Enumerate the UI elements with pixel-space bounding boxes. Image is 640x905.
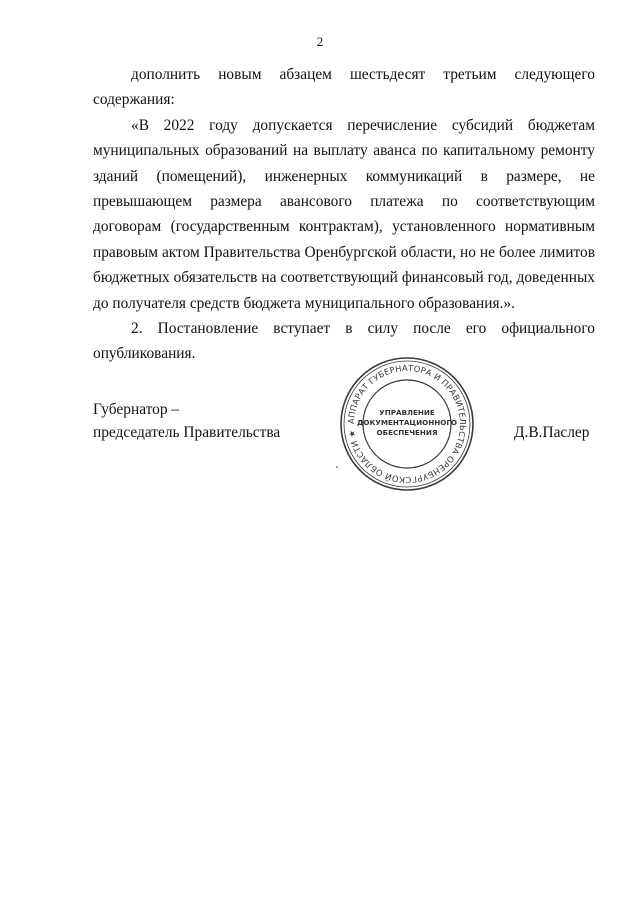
- paragraph-effective-date: 2. Постановление вступает в силу после его официального опубликования.: [93, 320, 595, 363]
- stamp-center-line-1: УПРАВЛЕНИЕ: [379, 408, 435, 417]
- stamp-center-line-3: ОБЕСПЕЧЕНИЯ: [376, 428, 438, 437]
- document-body: [93, 62, 595, 367]
- paragraph-intro: дополнить новым абзацем шестьдесят третьим следующего содержания:: [93, 66, 595, 109]
- signature-position-line-1: Губернатор –: [93, 401, 180, 418]
- paragraph-quoted-amendment: «В 2022 году допускается перечисление субсидий бюджетам муниципальных образований на выплату аванса по капитальному ремонту зданий (помещений), инженерных коммуникаций в размере, не превышающем размера авансового платежа по соответствующим договорам (государственным контрактам), установленного нормативным правовым актом Правительства Оренбургской области, но не более лимитов бюджетных обязательств на соответствующий финансовый год, доведенных до получателя средств бюджета муниципального образования.».: [93, 116, 595, 312]
- signature-position: [93, 398, 280, 444]
- signature-position-line-2: председатель Правительства: [93, 424, 281, 441]
- signer-name: Д.В.Паслер: [514, 424, 590, 441]
- page-number: 2: [316, 34, 324, 49]
- official-stamp: [338, 355, 476, 493]
- stamp-center-line-2: ДОКУМЕНТАЦИОННОГО: [356, 418, 458, 427]
- stamp-graphic: [338, 355, 476, 493]
- stamp-ring-text: АППАРАТ ГУБЕРНАТОРА И ПРАВИТЕЛЬСТВА ОРЕНБУРГСКОЙ ОБЛАСТИ ★: [345, 362, 469, 486]
- scan-speck: [336, 466, 338, 468]
